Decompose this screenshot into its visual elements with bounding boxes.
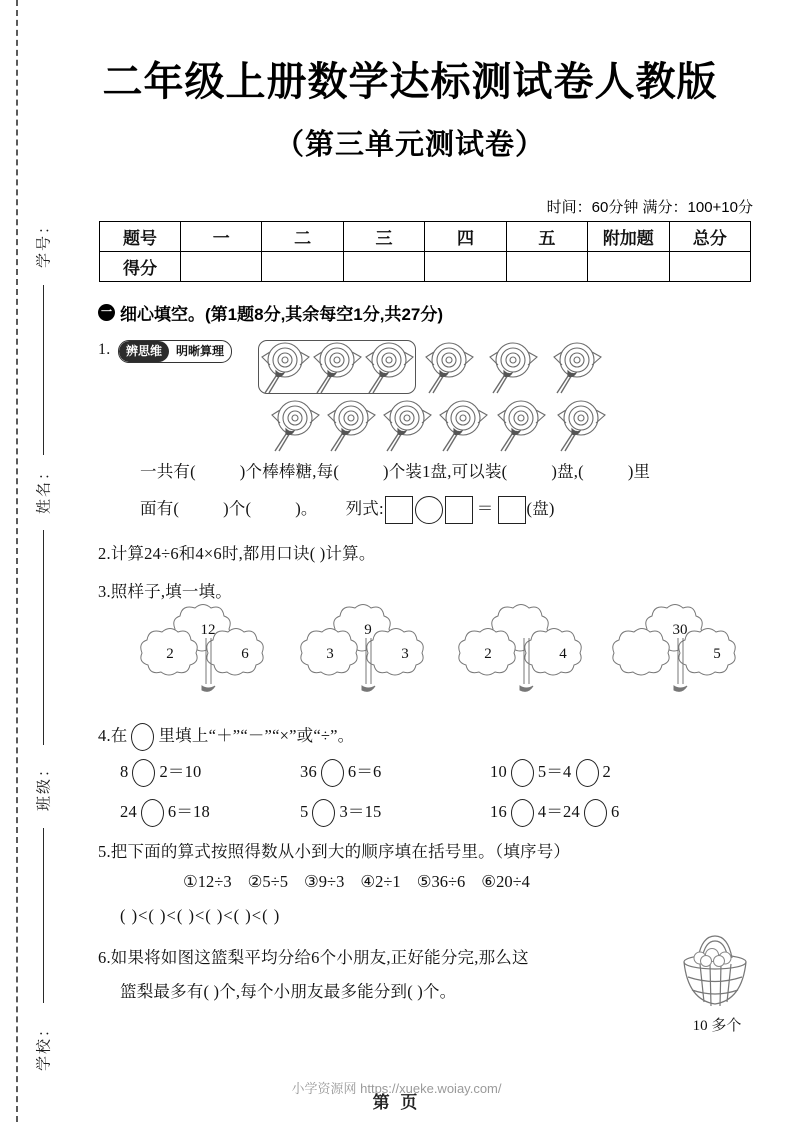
student-info-strip [26,0,60,1122]
q4-equation [490,758,611,787]
q1-formula-box-2[interactable] [445,496,473,524]
lollipop-icon [496,398,548,453]
q4-eq5-b: 3＝15 [339,802,382,821]
score-table-col-5: 五 [506,222,587,252]
score-cell-bonus[interactable] [588,252,669,282]
lollipop-icon [270,398,322,453]
score-table-col-4: 四 [425,222,506,252]
q4-eq4-operator-blank[interactable] [141,799,164,827]
q3-g4-right: 5 [713,646,721,662]
q6-text-line1: 6.如果将如图这篮梨平均分给6个小朋友,正好能分完,那么这 [98,948,529,967]
q1-badge-secondary-label: 明晰算理 [176,344,225,358]
q1-formula-box-1[interactable] [385,496,413,524]
q4-eq3-b: 5＝4 [537,762,572,781]
q3-g2-left: 3 [326,646,334,662]
q4-eq3-operator-blank-1[interactable] [511,759,534,787]
q1-formula-unit: (盘) [526,499,555,518]
q1-badge [118,340,232,363]
score-table-row-label-score: 得分 [100,252,181,282]
page-number: 第 页 [372,1093,421,1112]
q4-prompt-oval [131,723,154,751]
q4-eq6-b: 4＝24 [537,802,580,821]
q4-eq4-b: 6＝18 [167,802,210,821]
score-table-col-1: 一 [181,222,262,252]
lollipop-icon [438,398,490,453]
score-table-col-total: 总分 [669,222,750,252]
q5-text: 5.把下面的算式按照得数从小到大的顺序填在括号里。（填序号） [98,842,571,861]
q1-formula-operator-circle[interactable] [415,496,443,524]
lollipop-icon [312,340,364,395]
q4-eq2-operator-blank[interactable] [321,759,344,787]
q1-l1-d: )盘,( [551,462,584,481]
cut-line-dashed [16,0,18,1122]
q4-eq2-a: 36 [300,762,317,781]
q5-option-4: ④2÷1 [360,872,401,891]
q1-l2-a: 面有( [140,499,180,518]
lollipop-icon [552,340,604,395]
lollipop-icon [488,340,540,395]
exam-meta-info: 时间：60分钟 满分：100+10分 [546,199,753,216]
q4-eq5-operator-blank[interactable] [312,799,335,827]
q3-flower-group [458,602,596,698]
q1-l1-c: )个装1盘,可以装( [383,462,508,481]
q5-option-1: ①12÷3 [183,872,232,891]
q3-g3-left: 2 [484,646,492,662]
side-label-student-id: 学号： [35,216,53,269]
q1-l2-c: )。 [295,499,318,518]
pear-basket-icon [676,932,754,1014]
q3-g1-right: 6 [241,646,249,662]
score-cell-total[interactable] [669,252,750,282]
q5-option-5: ⑤36÷6 [416,872,466,891]
lollipop-icon [424,340,476,395]
score-cell-1[interactable] [181,252,262,282]
q1-equals-sign: ＝ [476,499,494,518]
q4-eq3-operator-blank-2[interactable] [576,759,599,787]
q4-equation [300,798,382,827]
q3-flower-group [300,602,438,698]
side-divider-1 [43,285,44,455]
q4-prompt-a: 4.在 [98,726,128,745]
score-table [99,221,751,282]
page-subtitle: （第三单元测试卷） [274,129,545,161]
q4-eq1-b: 2＝10 [159,762,202,781]
q3-flower-group [612,602,750,698]
q4-eq1-a: 8 [120,762,129,781]
q3-g4-top: 30 [672,622,688,638]
q4-eq4-a: 24 [120,802,137,821]
q4-equation [120,758,202,787]
q3-flower-group [140,602,278,698]
page-title: 二年级上册数学达标测试卷人教版 [102,60,718,104]
q4-eq3-c: 2 [602,762,611,781]
q4-eq6-a: 16 [490,802,507,821]
q6-basket-caption: 10 多个 [692,1018,742,1034]
side-divider-3 [43,828,44,1003]
q4-eq6-c: 6 [610,802,620,821]
q4-prompt [98,722,354,751]
q5-option-2: ②5÷5 [247,872,288,891]
score-table-row-label-number: 题号 [100,222,181,252]
q4-eq5-a: 5 [300,802,309,821]
q3-g1-top: 12 [200,622,216,638]
q1-formula-label: 列式: [345,499,384,518]
lollipop-icon [364,340,416,395]
q1-lollipop-illustration [256,338,656,456]
section-heading-one [98,300,443,325]
score-cell-2[interactable] [262,252,343,282]
q1-l1-a: 一共有( [140,462,196,481]
q3-flower-diagrams [140,602,750,698]
q1-l2-b: )个( [223,499,252,518]
q4-equation [120,798,210,827]
side-label-class: 班级： [35,759,53,812]
q3-g2-top: 9 [364,622,372,638]
site-watermark: 小学资源网 https://xueke.woiay.com/ [291,1081,502,1096]
side-label-name: 姓名： [35,462,53,515]
side-divider-2 [43,530,44,745]
q3-g1-left: 2 [166,646,174,662]
score-table-col-bonus: 附加题 [588,222,669,252]
score-table-col-3: 三 [343,222,424,252]
section-marker-icon: 一 [98,304,115,321]
q4-equation [490,798,619,827]
score-cell-4[interactable] [425,252,506,282]
q5-answer-line[interactable]: ( )<( )<( )<( )<( )<( ) [120,906,281,925]
q3-text: 3.照样子,填一填。 [98,582,232,601]
table-row-headers [100,222,751,252]
q2-text: 2.计算24÷6和4×6时,都用口诀( )计算。 [98,544,376,563]
q4-eq2-b: 6＝6 [347,762,382,781]
score-table-col-2: 二 [262,222,343,252]
q1-text-line2 [140,495,555,524]
q1-formula-box-3[interactable] [498,496,526,524]
q4-prompt-b: 里填上“＋”“－”“×”或“÷”。 [158,726,355,745]
section-title: 细心填空。(第1题8分,其余每空1分,共27分) [120,305,444,324]
lollipop-icon [382,398,434,453]
q6-text-line2: 篮梨最多有( )个,每个小朋友最多能分到( )个。 [120,982,457,1001]
q4-eq6-operator-blank-1[interactable] [511,799,534,827]
lollipop-icon [260,340,312,395]
q3-g3-right: 4 [559,646,567,662]
score-cell-3[interactable] [343,252,424,282]
q4-eq6-operator-blank-2[interactable] [584,799,607,827]
q1-badge-primary-label: 辨思维 [119,341,169,362]
q5-option-3: ③9÷3 [303,872,345,891]
lollipop-icon [326,398,378,453]
q1-l1-b: )个棒棒糖,每( [239,462,340,481]
q5-options [183,872,530,892]
side-label-school: 学校： [35,1019,53,1072]
q3-g2-right: 3 [401,646,409,662]
q4-eq3-a: 10 [490,762,507,781]
q5-option-6: ⑥20÷4 [481,872,530,891]
lollipop-icon [556,398,608,453]
q4-equation [300,758,382,787]
q1-l1-e: )里 [627,462,651,481]
table-row-scores [100,252,751,282]
q4-eq1-operator-blank[interactable] [132,759,155,787]
q1-text-line1 [140,458,650,482]
score-cell-5[interactable] [506,252,587,282]
q1-number: 1. [98,341,111,358]
